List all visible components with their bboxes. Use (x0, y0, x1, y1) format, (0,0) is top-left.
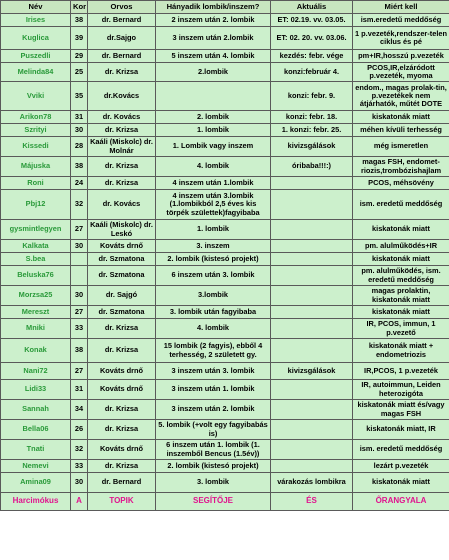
cell-miert: 1 p.vezeték,rendszer-telen ciklus és pé (353, 27, 449, 50)
cell-miert: kiskatonák miatt (353, 220, 449, 240)
table-row (1, 190, 449, 220)
cell-aktualis (271, 319, 353, 339)
cell-aktualis: 1. konzi: febr. 25. (271, 124, 353, 137)
table-row (1, 177, 449, 190)
cell-hanyadik: 2. lombik (kistesó projekt) (156, 253, 271, 266)
cell-orvos: Kováts drnő (88, 380, 156, 400)
header-kor: Kor (71, 1, 88, 14)
cell-aktualis (271, 240, 353, 253)
cell-nev: Bella06 (1, 420, 71, 440)
cell-miert: ism. eredetű meddőség (353, 440, 449, 460)
footer-cell: ŐRANGYALA (353, 493, 449, 511)
cell-miert: IR, autoimmun, Leiden heterozigóta (353, 380, 449, 400)
cell-hanyadik: 1. Lombik vagy inszem (156, 137, 271, 157)
cell-nev: Lidi33 (1, 380, 71, 400)
cell-nev: Kuglica (1, 27, 71, 50)
cell-miert: IR,PCOS, 1 p.vezeték (353, 363, 449, 380)
table-row (1, 27, 449, 50)
cell-kor: 35 (71, 82, 88, 111)
cell-orvos: dr. Szmatona (88, 306, 156, 319)
cell-hanyadik: 6 inszem után 1. lombik (1. inszemből Bencus (1.5év)) (156, 440, 271, 460)
cell-nev: Vviki (1, 82, 71, 111)
cell-kor: 27 (71, 363, 88, 380)
cell-nev: Roni (1, 177, 71, 190)
cell-hanyadik: 2. lombik (156, 111, 271, 124)
cell-hanyadik: 3.lombik (156, 286, 271, 306)
cell-orvos: dr. Bernard (88, 50, 156, 63)
cell-miert: PCOS,IR,elzáródott p.vezeték, myoma (353, 63, 449, 82)
cell-nev: Amina09 (1, 473, 71, 493)
cell-aktualis: kivizsgálások (271, 137, 353, 157)
cell-miert: PCOS, méhsövény (353, 177, 449, 190)
cell-kor: 39 (71, 27, 88, 50)
cell-kor: 30 (71, 240, 88, 253)
cell-hanyadik: 3. inszem (156, 240, 271, 253)
cell-kor: 32 (71, 190, 88, 220)
cell-nev: Kissedi (1, 137, 71, 157)
cell-orvos: dr. Krizsa (88, 319, 156, 339)
cell-hanyadik: 3 inszem után 2.lombik (156, 27, 271, 50)
cell-kor: 32 (71, 440, 88, 460)
cell-nev: Szrityi (1, 124, 71, 137)
table-row (1, 380, 449, 400)
cell-miert: pm. alulműködés+IR (353, 240, 449, 253)
table-row (1, 286, 449, 306)
cell-kor: 34 (71, 400, 88, 420)
header-orvos: Orvos (88, 1, 156, 14)
cell-orvos: Kaáli (Miskolc) dr. Molnár (88, 137, 156, 157)
cell-hanyadik: 5. lombik (+volt egy fagyibabás is) (156, 420, 271, 440)
cell-hanyadik: 3. lombik (156, 473, 271, 493)
table-row (1, 319, 449, 339)
footer-cell: ÉS (271, 493, 353, 511)
cell-aktualis: kivizsgálások (271, 363, 353, 380)
footer-cell: TOPIK (88, 493, 156, 511)
cell-orvos: dr. Kovács (88, 190, 156, 220)
cell-kor: 33 (71, 319, 88, 339)
cell-miert: kiskatonák miatt + endometriozis (353, 339, 449, 363)
cell-orvos: dr. Krizsa (88, 400, 156, 420)
cell-aktualis (271, 190, 353, 220)
cell-nev: Mereszt (1, 306, 71, 319)
cell-hanyadik: 15 lombik (2 fagyis), ebből 4 terhesség, 2 született gy. (156, 339, 271, 363)
cell-hanyadik: 4. lombik (156, 157, 271, 177)
cell-orvos: dr. Krizsa (88, 63, 156, 82)
cell-hanyadik (156, 82, 271, 111)
cell-aktualis (271, 220, 353, 240)
cell-aktualis: kezdés: febr. vége (271, 50, 353, 63)
cell-nev: S.bea (1, 253, 71, 266)
table-row (1, 137, 449, 157)
cell-hanyadik: 3 inszem után 2. lombik (156, 400, 271, 420)
cell-kor: 33 (71, 460, 88, 473)
cell-hanyadik: 6 inszem után 3. lombik (156, 266, 271, 286)
cell-kor: 28 (71, 137, 88, 157)
cell-kor: 30 (71, 124, 88, 137)
cell-orvos: dr.Kovács (88, 82, 156, 111)
cell-hanyadik: 5 inszem után 4. lombik (156, 50, 271, 63)
cell-nev: Májuska (1, 157, 71, 177)
table-row (1, 220, 449, 240)
cell-hanyadik: 1. lombik (156, 124, 271, 137)
cell-aktualis (271, 253, 353, 266)
cell-kor: 38 (71, 157, 88, 177)
cell-orvos: dr. Krizsa (88, 157, 156, 177)
cell-miert: kiskatonák miatt (353, 473, 449, 493)
table-row (1, 266, 449, 286)
cell-aktualis (271, 400, 353, 420)
cell-nev: Konak (1, 339, 71, 363)
table-row (1, 339, 449, 363)
footer-cell: SEGÍTŐJE (156, 493, 271, 511)
cell-miert: pm. alulműködés, ism. eredetű meddőség (353, 266, 449, 286)
cell-hanyadik: 3 inszem után 3. lombik (156, 363, 271, 380)
cell-aktualis (271, 339, 353, 363)
cell-aktualis: ET: 02.19. vv. 03.05. (271, 14, 353, 27)
cell-orvos: dr. Szmatona (88, 266, 156, 286)
cell-aktualis: várakozás lombikra (271, 473, 353, 493)
cell-hanyadik: 4. lombik (156, 319, 271, 339)
header-hanyadik: Hányadik lombik/inszem? (156, 1, 271, 14)
cell-nev: Puszedli (1, 50, 71, 63)
cell-nev: Mniki (1, 319, 71, 339)
cell-miert: IR, PCOS, immun, 1 p.vezető (353, 319, 449, 339)
cell-nev: Arikon78 (1, 111, 71, 124)
cell-miert: pm+IR,hosszú p.vezeték (353, 50, 449, 63)
cell-aktualis (271, 177, 353, 190)
cell-kor: 30 (71, 473, 88, 493)
cell-kor: 31 (71, 111, 88, 124)
table-row (1, 473, 449, 493)
cell-miert: ism. eredetű meddőség (353, 190, 449, 220)
cell-aktualis (271, 286, 353, 306)
cell-orvos: dr. Krizsa (88, 177, 156, 190)
footer-cell: Harcimókus (1, 493, 71, 511)
cell-miert: endom., magas prolak-tin, p.vezetékek nem átjárhatók, műtét DOTE (353, 82, 449, 111)
cell-miert: kiskatonák miatt (353, 111, 449, 124)
cell-hanyadik: 2 inszem után 2. lombik (156, 14, 271, 27)
cell-kor: 27 (71, 306, 88, 319)
cell-orvos: dr. Krizsa (88, 420, 156, 440)
cell-hanyadik: 4 inszem után 1.lombik (156, 177, 271, 190)
cell-orvos: dr.Sajgo (88, 27, 156, 50)
cell-orvos: Kováts drnő (88, 440, 156, 460)
cell-miert: ism.eredetű meddőség (353, 14, 449, 27)
cell-aktualis: konzi: febr. 9. (271, 82, 353, 111)
table-row (1, 440, 449, 460)
table-row (1, 253, 449, 266)
cell-aktualis: óribaba!!!:) (271, 157, 353, 177)
cell-orvos: dr. Sajgó (88, 286, 156, 306)
table-row (1, 460, 449, 473)
table-row (1, 14, 449, 27)
table-row (1, 306, 449, 319)
cell-miert: kiskatonák miatt, IR (353, 420, 449, 440)
cell-miert: magas FSH, endomet-riozis,trombózishajlam (353, 157, 449, 177)
cell-miert: még ismeretlen (353, 137, 449, 157)
cell-kor: 25 (71, 63, 88, 82)
table-row (1, 82, 449, 111)
header-nev: Név (1, 1, 71, 14)
cell-hanyadik: 3 inszem után 1. lombik (156, 380, 271, 400)
footer-row (1, 493, 449, 511)
cell-hanyadik: 2. lombik (kistesó projekt) (156, 460, 271, 473)
cell-kor: 38 (71, 339, 88, 363)
cell-miert: lezárt p.vezeték (353, 460, 449, 473)
cell-orvos: Kováts drnő (88, 363, 156, 380)
cell-kor: 29 (71, 50, 88, 63)
cell-kor (71, 253, 88, 266)
cell-nev: Melinda84 (1, 63, 71, 82)
cell-aktualis (271, 460, 353, 473)
cell-orvos: dr. Szmatona (88, 253, 156, 266)
table-row (1, 50, 449, 63)
cell-nev: Nemevi (1, 460, 71, 473)
cell-miert: kiskatonák miatt (353, 306, 449, 319)
cell-orvos: dr. Kovács (88, 111, 156, 124)
cell-kor: 26 (71, 420, 88, 440)
cell-aktualis (271, 380, 353, 400)
cell-miert: kiskatonák miatt és/vagy magas FSH (353, 400, 449, 420)
cell-hanyadik: 3. lombik után fagyibaba (156, 306, 271, 319)
cell-aktualis (271, 266, 353, 286)
cell-aktualis: konzi:február 4. (271, 63, 353, 82)
cell-miert: magas prolaktin, kiskatonák miatt (353, 286, 449, 306)
footer-cell: A (71, 493, 88, 511)
cell-orvos: dr. Krizsa (88, 460, 156, 473)
cell-orvos: dr. Bernard (88, 473, 156, 493)
cell-kor: 30 (71, 286, 88, 306)
table-row (1, 111, 449, 124)
cell-orvos: dr. Krizsa (88, 124, 156, 137)
cell-orvos: dr. Krizsa (88, 339, 156, 363)
cell-hanyadik: 1. lombik (156, 220, 271, 240)
header-miert: Miért kell (353, 1, 449, 14)
cell-kor: 27 (71, 220, 88, 240)
cell-nev: Nani72 (1, 363, 71, 380)
table-row (1, 420, 449, 440)
cell-nev: Kalkata (1, 240, 71, 253)
table-body (1, 14, 449, 493)
cell-orvos: Kováts drnő (88, 240, 156, 253)
cell-orvos: dr. Bernard (88, 14, 156, 27)
table-row (1, 157, 449, 177)
cell-hanyadik: 2.lombik (156, 63, 271, 82)
cell-hanyadik: 4 inszem után 3.lombik (1.lombikból 2,5 éves kis törpék születtek)fagyibaba (156, 190, 271, 220)
cell-nev: gysmintlegyen (1, 220, 71, 240)
cell-nev: Tnati (1, 440, 71, 460)
cell-nev: Beluska76 (1, 266, 71, 286)
cell-aktualis (271, 440, 353, 460)
cell-orvos: Kaáli (Miskolc) dr. Leskó (88, 220, 156, 240)
cell-aktualis: ET: 02. 20. vv. 03.06. (271, 27, 353, 50)
table-row (1, 363, 449, 380)
header-row (1, 1, 449, 14)
table-row (1, 400, 449, 420)
cell-kor: 31 (71, 380, 88, 400)
table-row (1, 63, 449, 82)
table-row (1, 240, 449, 253)
cell-miert: kiskatonák miatt (353, 253, 449, 266)
cell-nev: Sannah (1, 400, 71, 420)
cell-nev: Morzsa25 (1, 286, 71, 306)
cell-aktualis (271, 306, 353, 319)
cell-miert: méhen kívüli terhesség (353, 124, 449, 137)
cell-kor: 24 (71, 177, 88, 190)
cell-kor: 38 (71, 14, 88, 27)
header-aktualis: Aktuális (271, 1, 353, 14)
cell-nev: Pbj12 (1, 190, 71, 220)
cell-aktualis: konzi: febr. 18. (271, 111, 353, 124)
cell-aktualis (271, 420, 353, 440)
cell-kor (71, 266, 88, 286)
table-row (1, 124, 449, 137)
cell-nev: Irises (1, 14, 71, 27)
